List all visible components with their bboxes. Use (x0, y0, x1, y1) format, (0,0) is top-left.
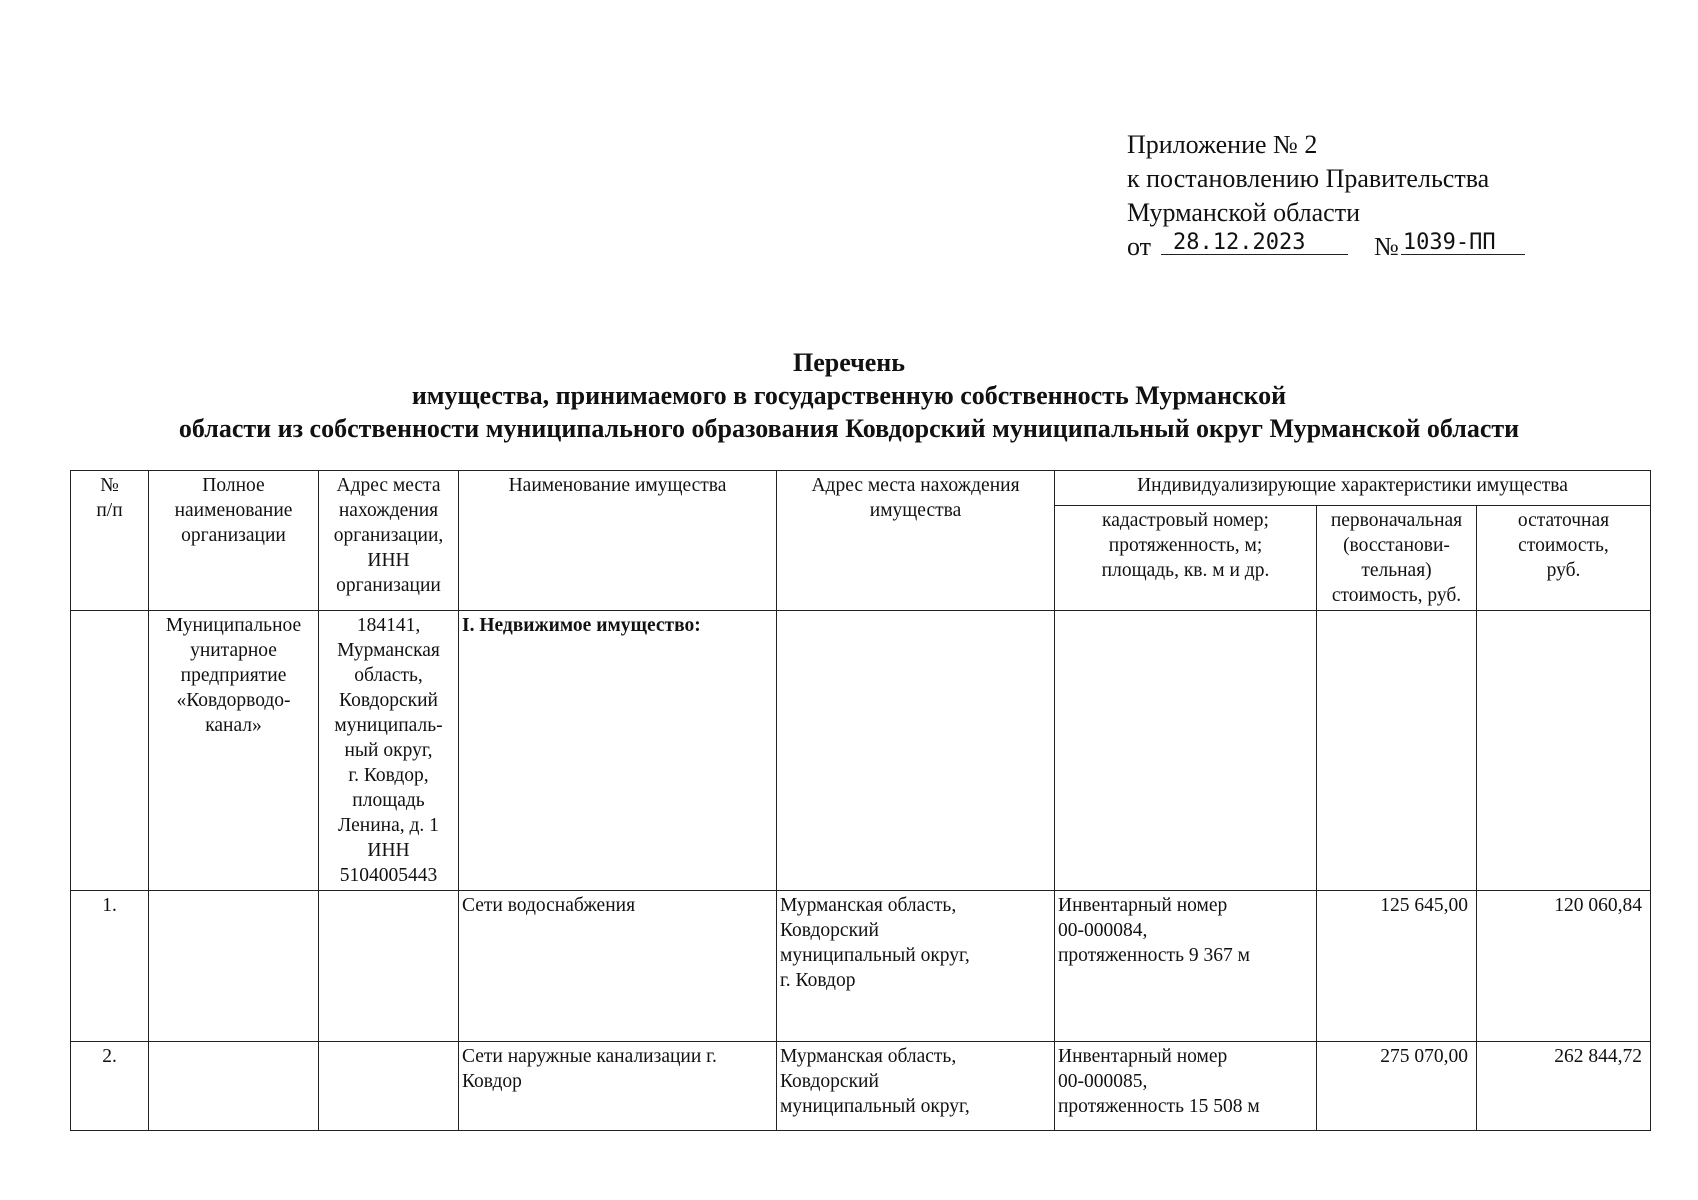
header-cadastral: кадастровый номер; протяженность, м; площадь, кв. м и др. (1055, 506, 1317, 611)
title-line-1: Перечень (792, 348, 906, 377)
organization-row (71, 611, 1651, 891)
row-empty-org-address (319, 891, 459, 1042)
org-row-empty-address (777, 611, 1055, 891)
org-row-num (71, 611, 149, 891)
resolution-date: 28.12.2023 (1161, 232, 1348, 255)
initial-cost: 275 070,00 (1317, 1042, 1477, 1131)
number-prefix: № (1374, 232, 1399, 261)
header-property-address: Адрес места нахождения имущества (777, 471, 1055, 611)
title-line-3: области из собственности муниципального образования Ковдорский муниципальный округ Мурманской области (178, 414, 1520, 443)
property-address: Мурманская область, Ковдорский муниципальный округ, г. Ковдор (777, 891, 1055, 1042)
header-initial-cost: первоначальная (восстанови- тельная) стоимость, руб. (1317, 506, 1477, 611)
property-address: Мурманская область, Ковдорский муниципальный округ, (777, 1042, 1055, 1131)
org-row-empty-residual (1477, 611, 1651, 891)
initial-cost: 125 645,00 (1317, 891, 1477, 1042)
table-row (71, 1042, 1651, 1131)
table-row (71, 891, 1651, 1042)
header-org-name: Полное наименование организации (149, 471, 319, 611)
appendix-line-1: Приложение № 2 (1127, 130, 1318, 159)
appendix-line-3: Мурманской области (1127, 198, 1360, 227)
resolution-number: 1039-ПП (1401, 232, 1525, 255)
residual-cost: 262 844,72 (1477, 1042, 1651, 1131)
row-num: 1. (71, 891, 149, 1042)
row-empty-org (149, 1042, 319, 1131)
property-characteristics: Инвентарный номер 00-000085, протяженность 15 508 м (1055, 1042, 1317, 1131)
row-num: 2. (71, 1042, 149, 1131)
header-org-address: Адрес места нахождения организации, ИНН организации (319, 471, 459, 611)
organization-address: 184141, Мурманская область, Ковдорский муниципаль- ный округ, г. Ковдор, площадь Ленина, д. 1 ИНН 5104005443 (319, 611, 459, 891)
header-characteristics-group: Индивидуализирующие характеристики имущества (1055, 471, 1651, 506)
header-row-1 (71, 471, 1651, 506)
appendix-line-2: к постановлению Правительства (1127, 164, 1490, 193)
section-title: I. Недвижимое имущество: (459, 611, 777, 891)
property-characteristics: Инвентарный номер 00-000084, протяженность 9 367 м (1055, 891, 1317, 1042)
property-name: Сети наружные канализации г. Ковдор (459, 1042, 777, 1131)
header-property-name: Наименование имущества (459, 471, 777, 611)
document-title (0, 346, 1698, 445)
row-empty-org-address (319, 1042, 459, 1131)
org-row-empty-cadastral (1055, 611, 1317, 891)
header-residual-cost: остаточная стоимость, руб. (1477, 506, 1651, 611)
organization-name: Муниципальное унитарное предприятие «Ковдорводо- канал» (149, 611, 319, 891)
property-name: Сети водоснабжения (459, 891, 777, 1042)
appendix-block (1127, 128, 1525, 264)
residual-cost: 120 060,84 (1477, 891, 1651, 1042)
org-row-empty-initial (1317, 611, 1477, 891)
property-table (70, 470, 1651, 1131)
header-num: № п/п (71, 471, 149, 611)
date-prefix: от (1127, 232, 1152, 261)
title-line-2: имущества, принимаемого в государственную собственность Мурманской (411, 381, 1287, 410)
appendix-date-line (1127, 230, 1525, 264)
row-empty-org (149, 891, 319, 1042)
